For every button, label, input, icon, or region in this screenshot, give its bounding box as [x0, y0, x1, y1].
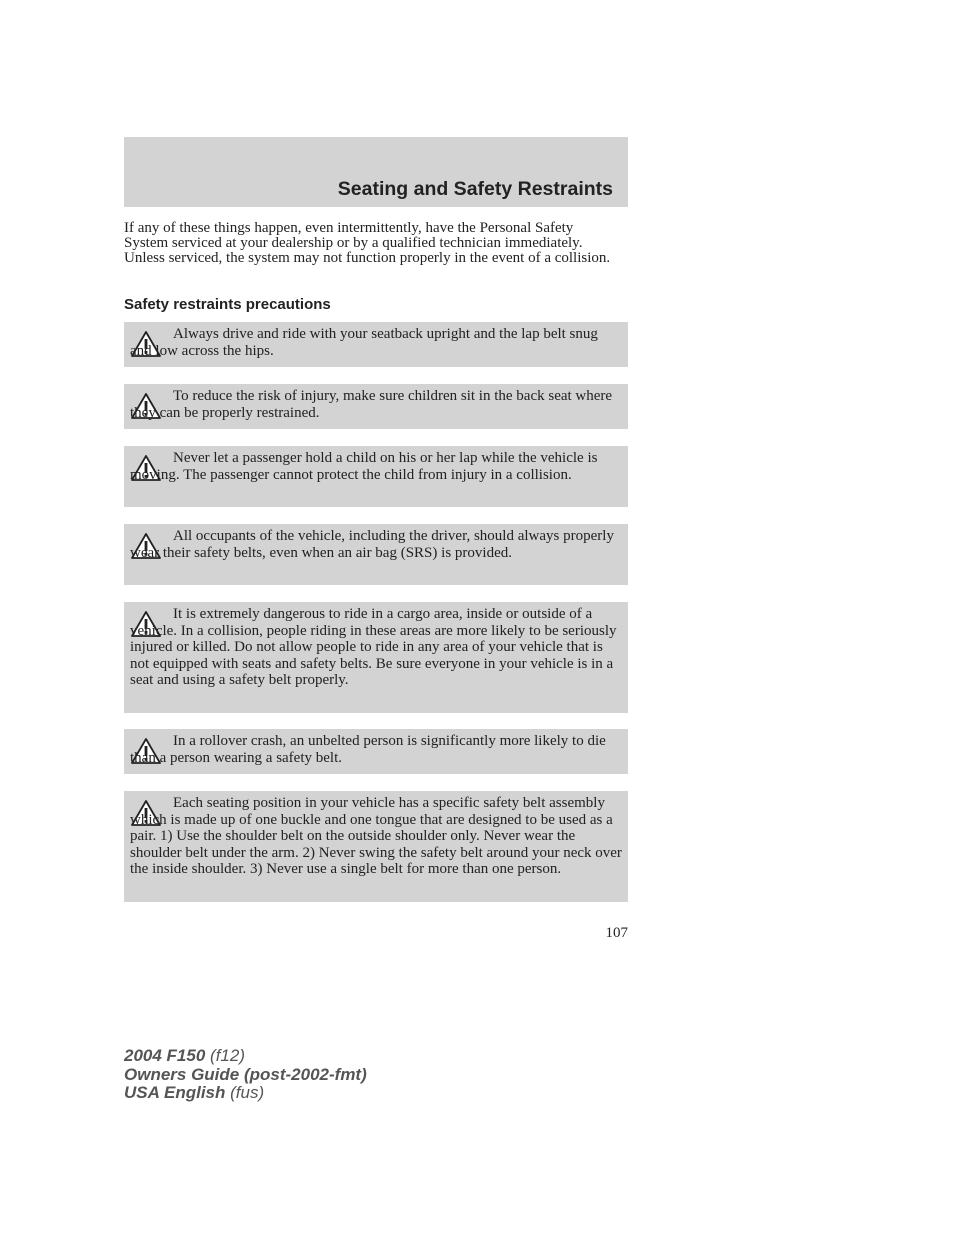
footer-line-2 [124, 1066, 367, 1085]
footer-line-1 [124, 1047, 367, 1066]
warning-text: In a rollover crash, an unbelted person is significantly more likely to die than a person wearing a safety belt. [130, 733, 606, 766]
footer-line-3 [124, 1084, 367, 1103]
page-number: 107 [605, 925, 628, 941]
footer-language: USA English [124, 1083, 226, 1102]
warning-box-1 [124, 322, 628, 367]
document-footer [124, 1047, 367, 1103]
section-header-band [124, 137, 628, 207]
warning-text: It is extremely dangerous to ride in a cargo area, inside or outside of a vehicle. In a collision, people riding in these areas are more likely to be seriously injured or killed. Do not allow people to ride in any area of your vehicle that is not equipped with seats and safety belts. Be sure everyone in your vehicle is in a seat and using a safety belt properly. [130, 606, 617, 688]
section-heading: Safety restraints precautions [124, 296, 331, 313]
warning-text: Each seating position in your vehicle has a specific safety belt assembly which is made up of one buckle and one tongue that are designed to be used as a pair. 1) Use the shoulder belt on the outside shoulder only. Never wear the shoulder belt under the arm. 2) Never swing the safety belt around your neck over the inside shoulder. 3) Never use a single belt for more than one person. [130, 795, 622, 877]
warning-box-7 [124, 791, 628, 902]
warning-text: All occupants of the vehicle, including the driver, should always properly wear their safety belts, even when an air bag (SRS) is provided. [130, 528, 614, 561]
footer-model-code: (f12) [210, 1046, 245, 1065]
warning-text: Always drive and ride with your seatback upright and the lap belt snug and low across the hips. [130, 326, 598, 359]
warning-text: To reduce the risk of injury, make sure children sit in the back seat where they can be properly restrained. [130, 388, 613, 421]
page-title: Seating and Safety Restraints [337, 178, 613, 200]
warning-box-2 [124, 384, 628, 429]
footer-model: 2004 F150 [124, 1046, 206, 1065]
warning-box-3 [124, 446, 628, 507]
warning-box-5 [124, 602, 628, 713]
footer-language-code: (fus) [230, 1083, 265, 1102]
intro-paragraph: If any of these things happen, even intermittently, have the Personal Safety System serviced at your dealership or by a qualified technician immediately. Unless serviced, the system may not function properly in the event of a collision. [124, 220, 611, 267]
footer-guide: Owners Guide (post-2002-fmt) [124, 1064, 367, 1084]
warning-box-6 [124, 729, 628, 774]
warning-box-4 [124, 524, 628, 585]
warning-text: Never let a passenger hold a child on his or her lap while the vehicle is moving. The passenger cannot protect the child from injury in a collision. [130, 450, 598, 483]
